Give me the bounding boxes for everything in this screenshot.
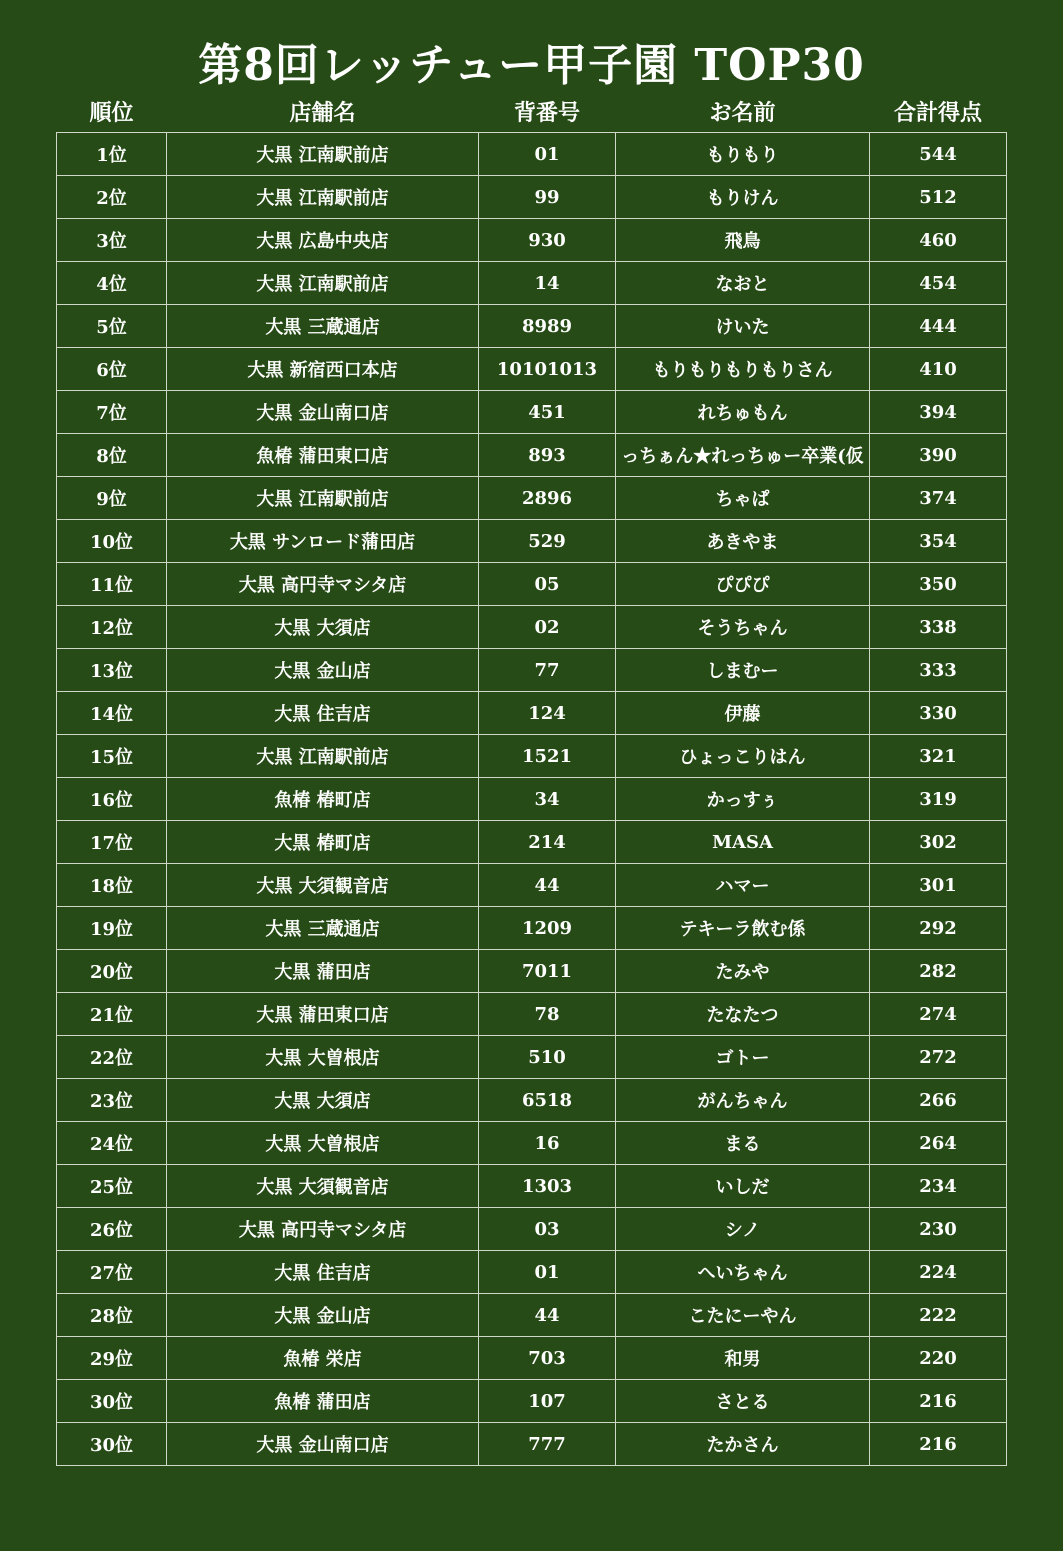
store-cell: 大黒 金山南口店 [167,1423,479,1466]
number-cell: 77 [479,649,616,692]
name-cell: なおと [616,262,870,305]
name-cell: いしだ [616,1165,870,1208]
table-row [57,348,1007,391]
rank-cell: 27位 [57,1251,167,1294]
rank-cell: 24位 [57,1122,167,1165]
name-cell: こたにーやん [616,1294,870,1337]
header-number: 背番号 [513,99,580,126]
rank-cell: 4位 [57,262,167,305]
store-cell: 大黒 江南駅前店 [167,477,479,520]
rank-cell: 28位 [57,1294,167,1337]
score-cell: 512 [870,176,1007,219]
score-cell: 330 [870,692,1007,735]
number-cell: 777 [479,1423,616,1466]
store-cell: 大黒 椿町店 [167,821,479,864]
score-cell: 338 [870,606,1007,649]
name-cell: シノ [616,1208,870,1251]
store-cell: 大黒 江南駅前店 [167,735,479,778]
number-cell: 10101013 [479,348,616,391]
store-cell: 魚椿 蒲田店 [167,1380,479,1423]
score-cell: 454 [870,262,1007,305]
score-cell: 234 [870,1165,1007,1208]
name-cell: ぴぴぴ [616,563,870,606]
score-cell: 460 [870,219,1007,262]
score-cell: 390 [870,434,1007,477]
rank-cell: 15位 [57,735,167,778]
table-row [57,305,1007,348]
name-cell: あきやま [616,520,870,563]
number-cell: 893 [479,434,616,477]
score-cell: 272 [870,1036,1007,1079]
rank-cell: 6位 [57,348,167,391]
store-cell: 大黒 大須観音店 [167,1165,479,1208]
table-row [57,1079,1007,1122]
number-cell: 930 [479,219,616,262]
store-cell: 大黒 大須店 [167,606,479,649]
table-row [57,1337,1007,1380]
score-cell: 266 [870,1079,1007,1122]
store-cell: 魚椿 椿町店 [167,778,479,821]
number-cell: 05 [479,563,616,606]
name-cell: まる [616,1122,870,1165]
store-cell: 大黒 江南駅前店 [167,176,479,219]
name-cell: へいちゃん [616,1251,870,1294]
header-rank: 順位 [89,99,134,126]
number-cell: 01 [479,1251,616,1294]
number-cell: 1303 [479,1165,616,1208]
store-cell: 魚椿 栄店 [167,1337,479,1380]
rank-cell: 14位 [57,692,167,735]
number-cell: 44 [479,1294,616,1337]
table-row [57,391,1007,434]
table-row [57,649,1007,692]
number-cell: 214 [479,821,616,864]
score-cell: 216 [870,1423,1007,1466]
rank-cell: 30位 [57,1423,167,1466]
table-row [57,1208,1007,1251]
table-row [57,1036,1007,1079]
number-cell: 78 [479,993,616,1036]
table-row [57,864,1007,907]
name-cell: もりもりもりもりさん [616,348,870,391]
name-cell: ゴトー [616,1036,870,1079]
name-cell: 伊藤 [616,692,870,735]
table-row [57,1251,1007,1294]
rank-cell: 9位 [57,477,167,520]
store-cell: 大黒 大須観音店 [167,864,479,907]
header-score: 合計得点 [893,99,982,126]
number-cell: 03 [479,1208,616,1251]
table-row [57,1380,1007,1423]
store-cell: 大黒 三蔵通店 [167,305,479,348]
store-cell: 大黒 金山店 [167,1294,479,1337]
score-cell: 394 [870,391,1007,434]
ranking-table [56,90,1007,1466]
number-cell: 6518 [479,1079,616,1122]
rank-cell: 30位 [57,1380,167,1423]
table-row [57,692,1007,735]
header-name: お名前 [709,99,776,126]
number-cell: 44 [479,864,616,907]
rank-cell: 2位 [57,176,167,219]
number-cell: 1521 [479,735,616,778]
number-cell: 7011 [479,950,616,993]
store-cell: 大黒 新宿西口本店 [167,348,479,391]
number-cell: 8989 [479,305,616,348]
table-row [57,219,1007,262]
store-cell: 大黒 住吉店 [167,1251,479,1294]
number-cell: 107 [479,1380,616,1423]
number-cell: 510 [479,1036,616,1079]
store-cell: 大黒 高円寺マシタ店 [167,1208,479,1251]
header-row [57,90,1007,133]
number-cell: 02 [479,606,616,649]
rank-cell: 10位 [57,520,167,563]
number-cell: 1209 [479,907,616,950]
store-cell: 大黒 大須店 [167,1079,479,1122]
name-cell: そうちゃん [616,606,870,649]
score-cell: 216 [870,1380,1007,1423]
table-row [57,1122,1007,1165]
rank-cell: 18位 [57,864,167,907]
table-row [57,778,1007,821]
score-cell: 282 [870,950,1007,993]
table-row [57,520,1007,563]
rank-cell: 5位 [57,305,167,348]
score-cell: 444 [870,305,1007,348]
store-cell: 大黒 高円寺マシタ店 [167,563,479,606]
number-cell: 16 [479,1122,616,1165]
number-cell: 529 [479,520,616,563]
store-cell: 大黒 江南駅前店 [167,133,479,176]
rank-cell: 21位 [57,993,167,1036]
name-cell: さとる [616,1380,870,1423]
name-cell: たなたつ [616,993,870,1036]
rank-cell: 25位 [57,1165,167,1208]
rank-cell: 22位 [57,1036,167,1079]
name-cell: たかさん [616,1423,870,1466]
table-row [57,606,1007,649]
name-cell: たみや [616,950,870,993]
name-cell: けいた [616,305,870,348]
score-cell: 319 [870,778,1007,821]
score-cell: 264 [870,1122,1007,1165]
score-cell: 301 [870,864,1007,907]
table-row [57,563,1007,606]
name-cell: 和男 [616,1337,870,1380]
table-row [57,434,1007,477]
table-row [57,907,1007,950]
header-store: 店舗名 [289,99,356,126]
rank-cell: 26位 [57,1208,167,1251]
table-row [57,477,1007,520]
table-row [57,1423,1007,1466]
score-cell: 374 [870,477,1007,520]
rank-cell: 12位 [57,606,167,649]
number-cell: 99 [479,176,616,219]
score-cell: 544 [870,133,1007,176]
name-cell: 飛鳥 [616,219,870,262]
name-cell: もりもり [616,133,870,176]
rank-cell: 20位 [57,950,167,993]
rank-cell: 29位 [57,1337,167,1380]
score-cell: 274 [870,993,1007,1036]
score-cell: 292 [870,907,1007,950]
score-cell: 222 [870,1294,1007,1337]
rank-cell: 3位 [57,219,167,262]
score-cell: 354 [870,520,1007,563]
table-row [57,821,1007,864]
table-row [57,133,1007,176]
rank-cell: 16位 [57,778,167,821]
score-cell: 410 [870,348,1007,391]
name-cell: しまむー [616,649,870,692]
score-cell: 230 [870,1208,1007,1251]
table-row [57,1294,1007,1337]
score-cell: 321 [870,735,1007,778]
store-cell: 大黒 蒲田東口店 [167,993,479,1036]
score-cell: 350 [870,563,1007,606]
table-row [57,993,1007,1036]
name-cell: ちゃぱ [616,477,870,520]
number-cell: 124 [479,692,616,735]
name-cell: もりけん [616,176,870,219]
table-row [57,950,1007,993]
rank-cell: 17位 [57,821,167,864]
name-cell: ひょっこりはん [616,735,870,778]
number-cell: 14 [479,262,616,305]
name-cell: かっすぅ [616,778,870,821]
table-row [57,735,1007,778]
store-cell: 大黒 サンロード蒲田店 [167,520,479,563]
score-cell: 224 [870,1251,1007,1294]
store-cell: 大黒 江南駅前店 [167,262,479,305]
name-cell: テキーラ飲む係 [616,907,870,950]
rank-cell: 23位 [57,1079,167,1122]
store-cell: 大黒 大曽根店 [167,1122,479,1165]
store-cell: 大黒 金山南口店 [167,391,479,434]
number-cell: 34 [479,778,616,821]
rank-cell: 19位 [57,907,167,950]
number-cell: 451 [479,391,616,434]
score-cell: 220 [870,1337,1007,1380]
name-cell: MASA [616,821,870,864]
number-cell: 2896 [479,477,616,520]
rank-cell: 1位 [57,133,167,176]
name-cell: がんちゃん [616,1079,870,1122]
table-row [57,262,1007,305]
store-cell: 大黒 大曽根店 [167,1036,479,1079]
number-cell: 703 [479,1337,616,1380]
rank-cell: 8位 [57,434,167,477]
rank-cell: 7位 [57,391,167,434]
store-cell: 大黒 広島中央店 [167,219,479,262]
name-cell: れちゅもん [616,391,870,434]
store-cell: 大黒 蒲田店 [167,950,479,993]
table-row [57,1165,1007,1208]
score-cell: 302 [870,821,1007,864]
store-cell: 大黒 住吉店 [167,692,479,735]
store-cell: 大黒 三蔵通店 [167,907,479,950]
rank-cell: 11位 [57,563,167,606]
store-cell: 大黒 金山店 [167,649,479,692]
number-cell: 01 [479,133,616,176]
table-row [57,176,1007,219]
name-cell: ハマー [616,864,870,907]
page-title: 第8回レッチュー甲子園 TOP30 [198,40,865,91]
rank-cell: 13位 [57,649,167,692]
store-cell: 魚椿 蒲田東口店 [167,434,479,477]
name-cell: っちぁん★れっちゅー卒業(仮 [616,434,870,477]
score-cell: 333 [870,649,1007,692]
